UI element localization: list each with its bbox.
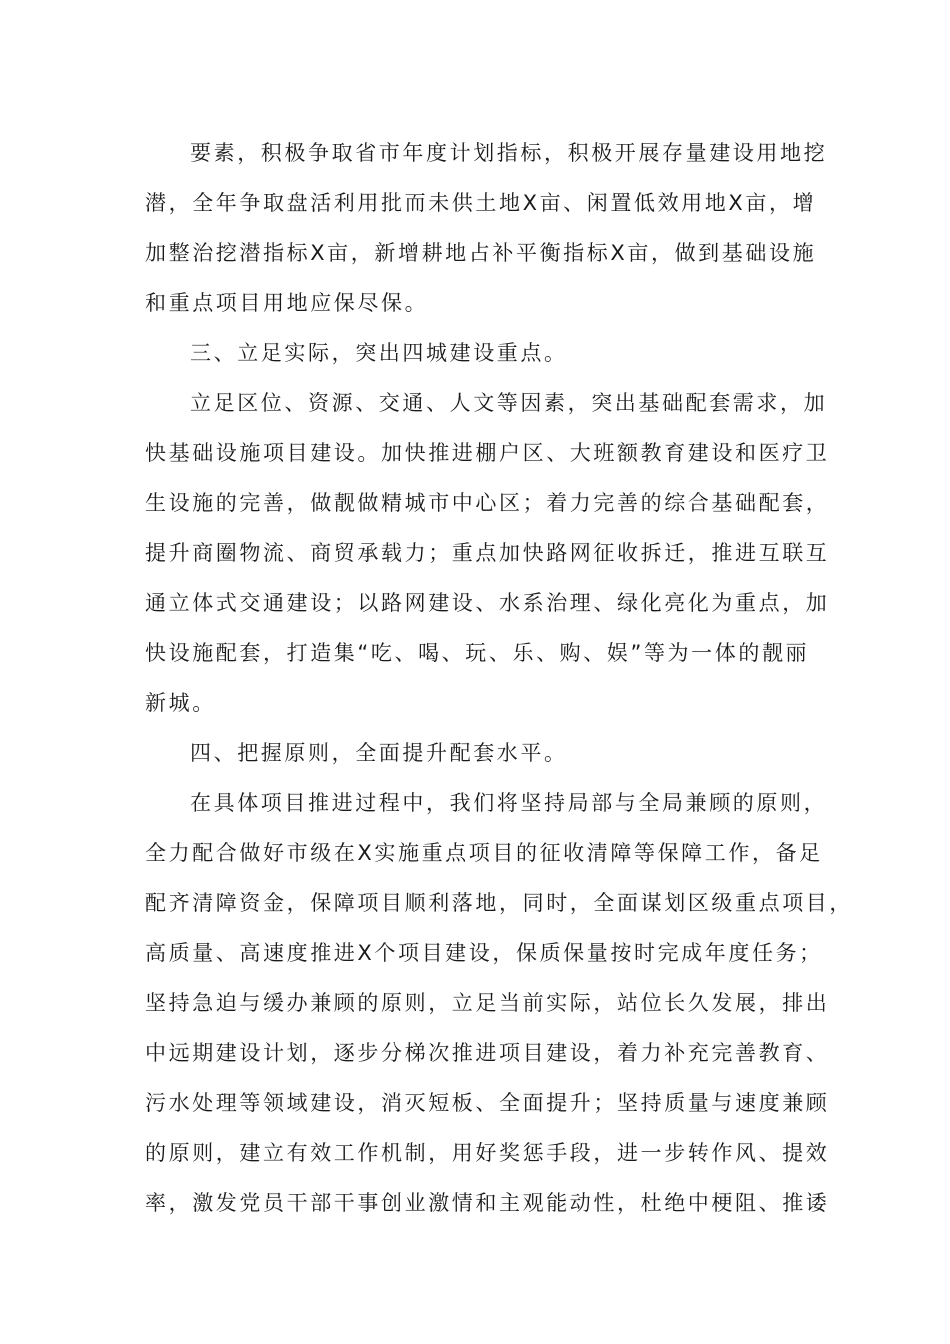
text-line: 中远期建设计划，逐步分梯次推进项目建设，着力补充完善教育、 — [145, 1041, 830, 1065]
text-line: 潜，全年争取盘活利用批而未供土地X亩、闲置低效用地X亩，增 — [145, 191, 817, 215]
text-line: 全力配合做好市级在X实施重点项目的征收清障等保障工作，备足 — [145, 841, 823, 865]
text-line: 污水处理等领域建设，消灭短板、全面提升；坚持质量与速度兼顾 — [145, 1091, 830, 1115]
text-line: 新城。 — [145, 691, 216, 715]
text-line: 加整治挖潜指标X亩，新增耕地占补平衡指标X亩，做到基础设施 — [145, 241, 817, 265]
text-line: 提升商圈物流、商贸承载力；重点加快路网征收拆迁，推进互联互 — [145, 541, 830, 565]
text-line: 率，激发党员干部干事创业激情和主观能动性，杜绝中梗阻、推诿 — [145, 1191, 830, 1215]
text-line: 和重点项目用地应保尽保。 — [145, 291, 429, 315]
text-line: 快基础设施项目建设。加快推进棚户区、大班额教育建设和医疗卫 — [145, 441, 830, 465]
section-heading: 四、把握原则，全面提升配套水平。 — [190, 741, 568, 765]
text-line: 坚持急迫与缓办兼顾的原则，立足当前实际，站位长久发展，排出 — [145, 991, 830, 1015]
text-line: 生设施的完善，做靓做精城市中心区；着力完善的综合基础配套， — [145, 491, 830, 515]
text-line: 快设施配套，打造集“吃、喝、玩、乐、购、娱”等为一体的靓丽 — [145, 641, 810, 665]
text-line: 高质量、高速度推进X个项目建设，保质保量按时完成年度任务； — [145, 941, 823, 965]
section-heading: 三、立足实际，突出四城建设重点。 — [190, 341, 568, 365]
text-line: 在具体项目推进过程中，我们将坚持局部与全局兼顾的原则， — [190, 791, 828, 815]
text-line: 要素，积极争取省市年度计划指标，积极开展存量建设用地挖 — [190, 141, 828, 165]
text-line: 配齐清障资金，保障项目顺利落地，同时，全面谋划区级重点项目， — [145, 891, 853, 915]
text-line: 的原则，建立有效工作机制，用好奖惩手段，进一步转作风、提效 — [145, 1141, 830, 1165]
text-line: 立足区位、资源、交通、人文等因素，突出基础配套需求，加 — [190, 391, 828, 415]
text-line: 通立体式交通建设；以路网建设、水系治理、绿化亮化为重点，加 — [145, 591, 830, 615]
